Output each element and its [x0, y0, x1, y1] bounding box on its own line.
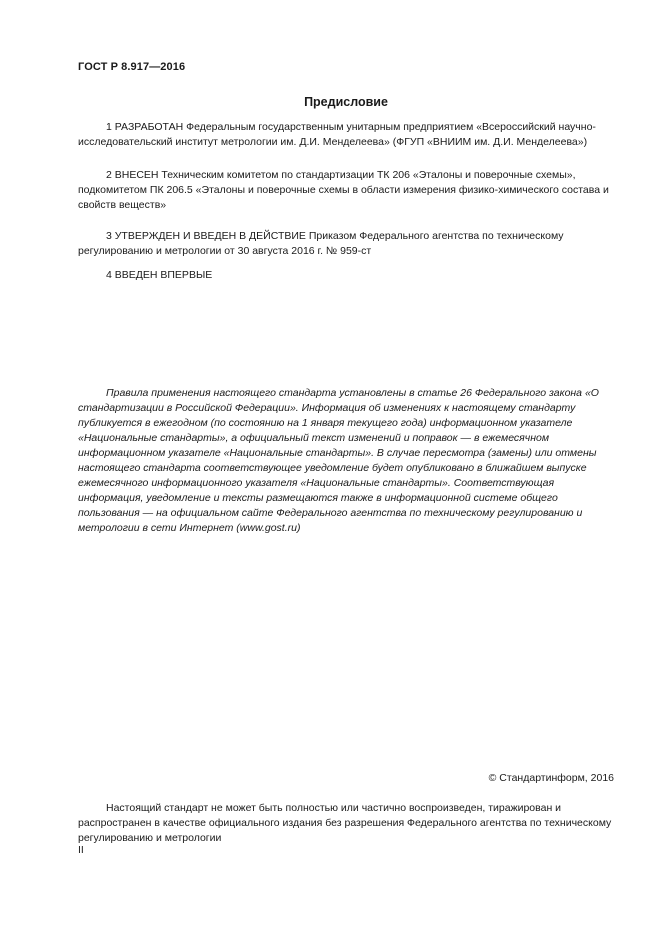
reproduction-notice: Настоящий стандарт не может быть полностью или частично воспроизведен, тиражирован и распространен в качестве официального издания без разрешения Федерального агентства по техническому регулированию и метрологии: [78, 802, 612, 844]
copyright-line: © Стандартинформ, 2016: [488, 772, 614, 784]
foreword-item-1: 1 РАЗРАБОТАН Федеральным государственным унитарным предприятием «Всероссийский научно-исследовательский институт метрологии им. Д.И. Менделеева» (ФГУП «ВНИИМ им. Д.И. Менделеева»): [78, 121, 596, 148]
usage-rules-note: Правила применения настоящего стандарта установлены в статье 26 Федерального закона «О стандартизации в Российской Федерации». Информация об изменениях к настоящему стандарту публикуется в ежегодном (по состоянию на 1 января текущего года) информационном указателе «Национальные стандарты», а официальный текст изменений и поправок — в ежемесячном информационном указателе «Национальные стандарты». В случае пересмотра (замены) или отмены настоящего стандарта соответствующее уведомление будет опубликовано в ближайшем выпуске ежемесячного информационного указателя «Национальные стандарты». Соответствующая информация, уведомление и тексты размещаются также в информационной системе общего пользования — на официальном сайте Федерального агентства по техническому регулированию и метрологии в сети Интернет (www.gost.ru): [78, 387, 599, 534]
foreword-item-2: 2 ВНЕСЕН Техническим комитетом по стандартизации ТК 206 «Эталоны и поверочные схемы», подкомитетом ПК 206.5 «Эталоны и поверочные схемы в области измерения физико-химического состава и свойств веществ»: [78, 169, 609, 211]
page-number: II: [78, 844, 84, 856]
foreword-item-4: 4 ВВЕДЕН ВПЕРВЫЕ: [106, 269, 213, 281]
foreword-title: Предисловие: [304, 95, 388, 109]
document-code: ГОСТ Р 8.917—2016: [78, 61, 186, 73]
foreword-item-3: 3 УТВЕРЖДЕН И ВВЕДЕН В ДЕЙСТВИЕ Приказом Федерального агентства по техническому регулированию и метрологии от 30 августа 2016 г. № 959-ст: [78, 230, 564, 257]
